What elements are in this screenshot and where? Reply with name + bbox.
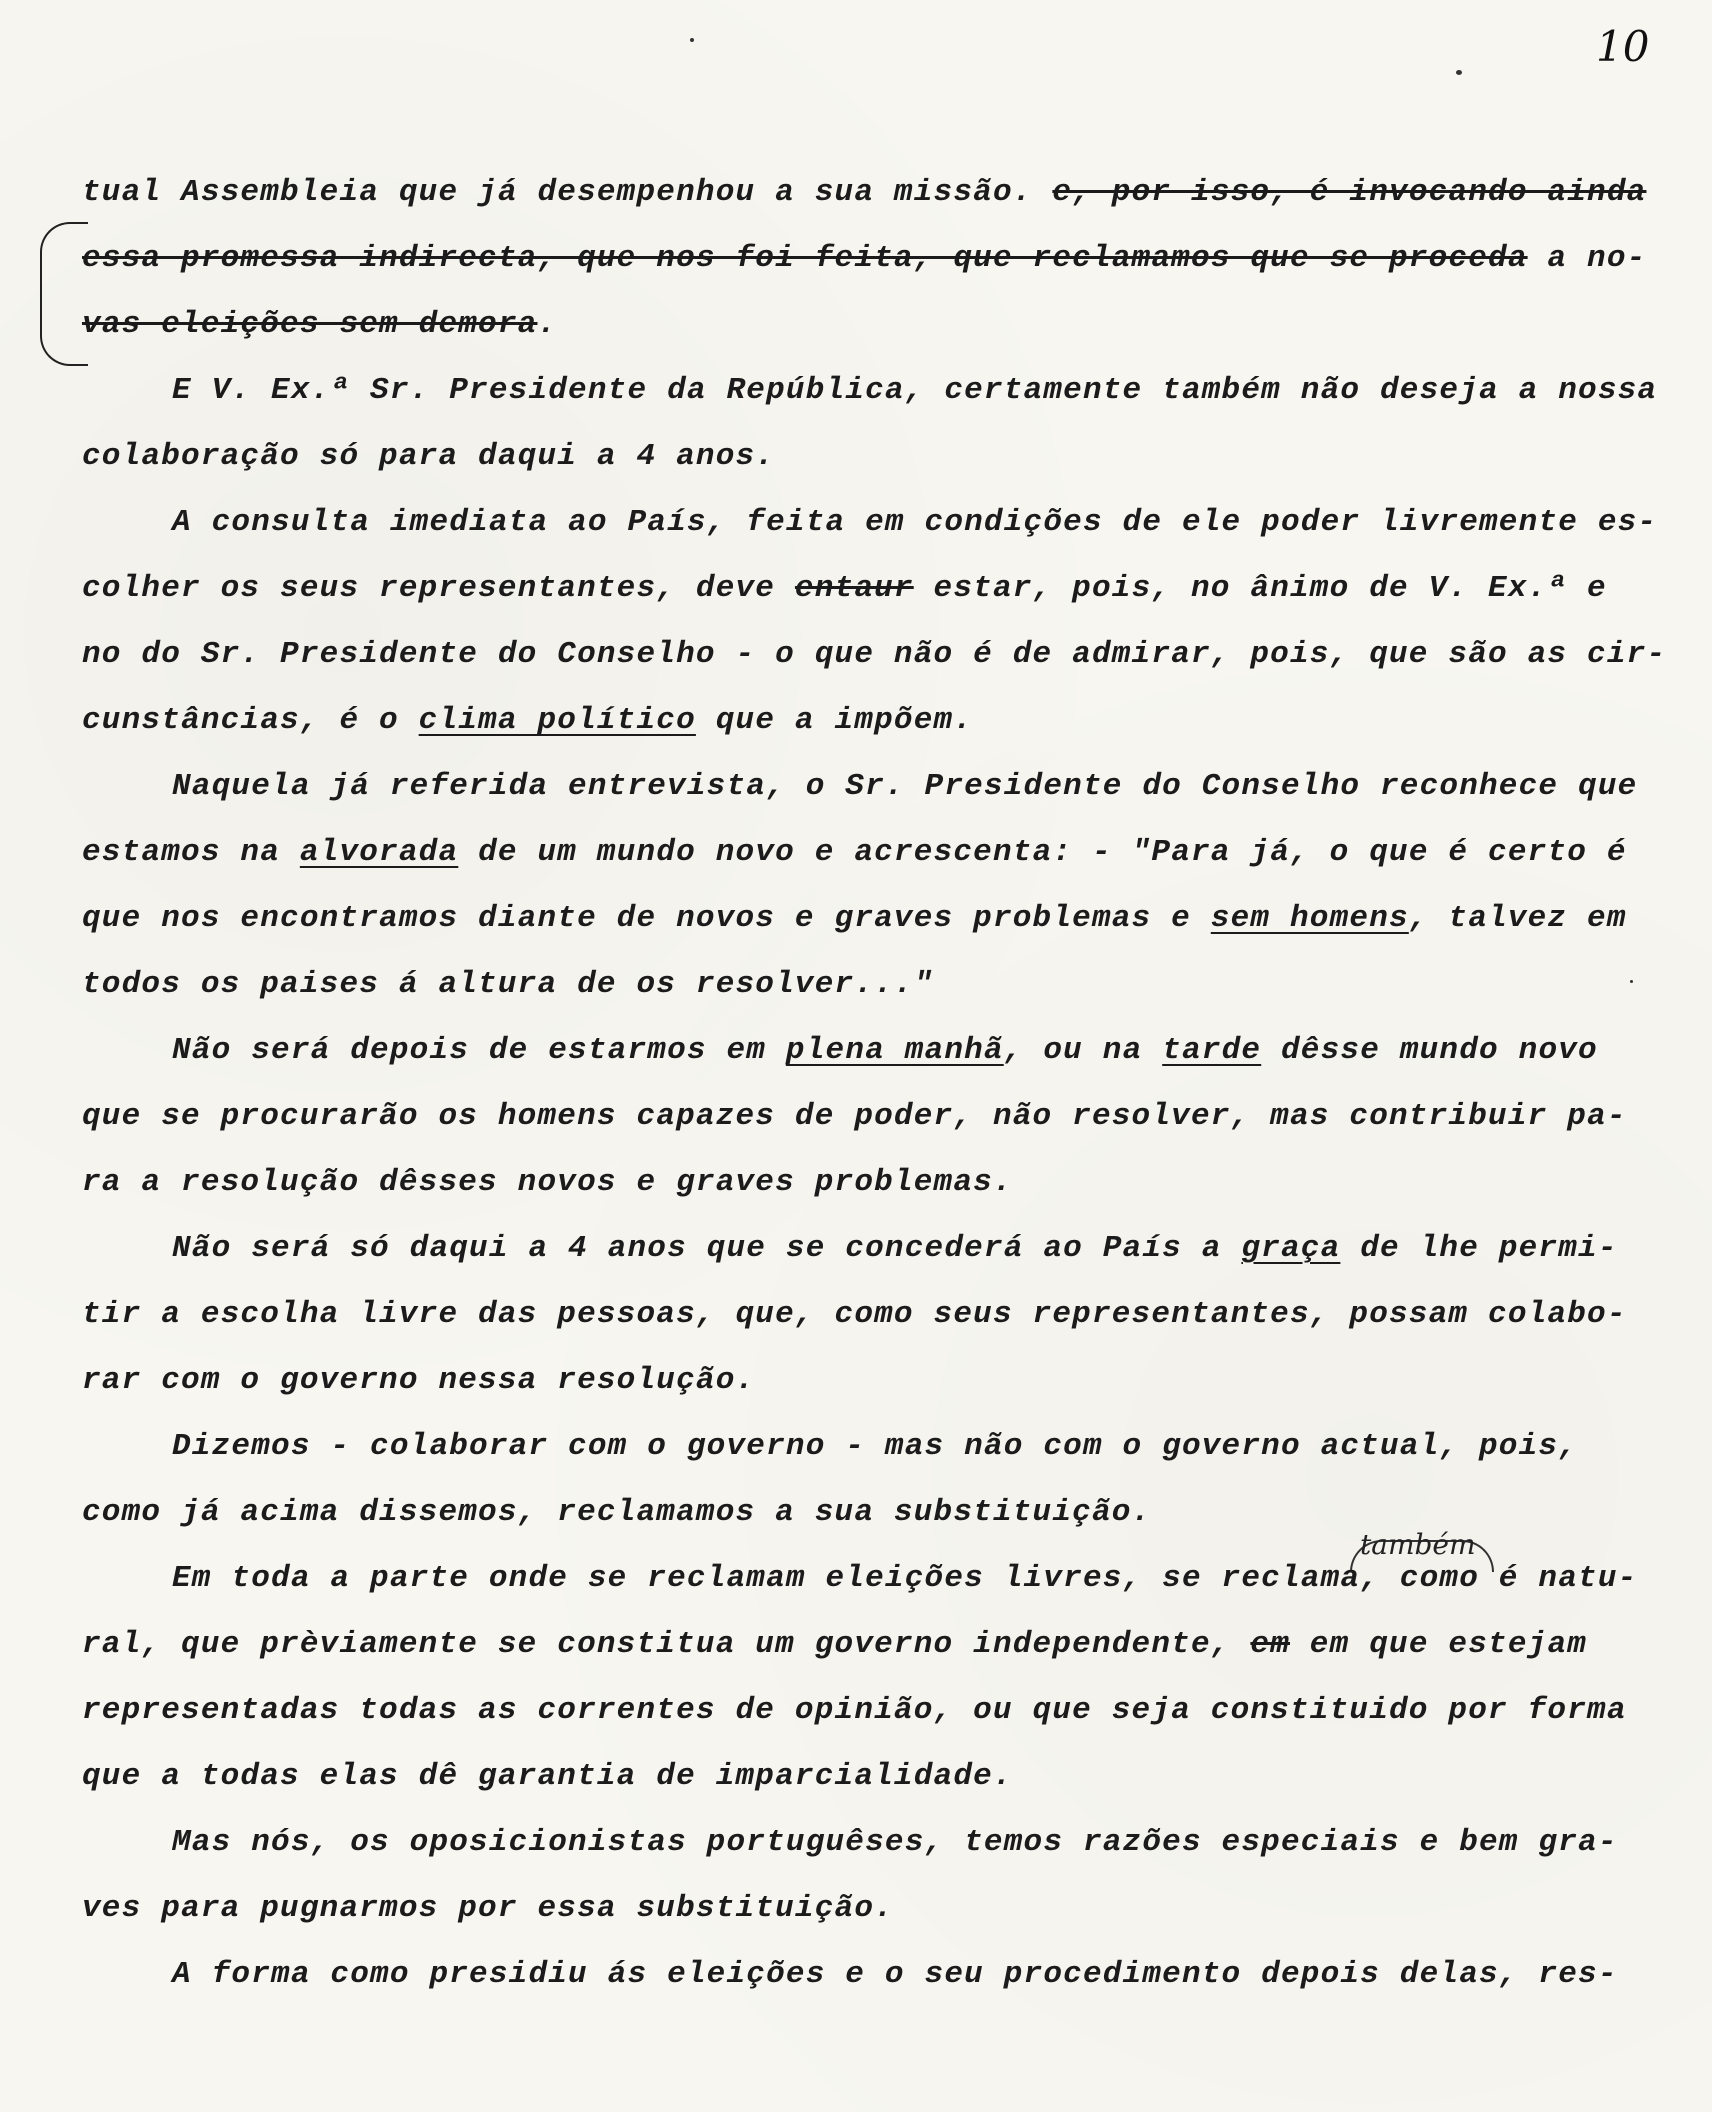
text-line (82, 886, 1662, 952)
underlined-text: tarde (1162, 1033, 1262, 1068)
text-line (82, 490, 1662, 556)
text-line (82, 1348, 1662, 1414)
text-line (82, 160, 1662, 226)
text-segment: A consulta imediata ao País, feita em condições de ele poder livremente es- (172, 505, 1658, 540)
text-line (82, 1414, 1662, 1480)
text-segment: todos os paises á altura de os resolver..." (82, 967, 934, 1002)
text-segment: que nos encontramos diante de novos e graves problemas e (82, 901, 1211, 936)
text-segment: A forma como presidiu ás eleições e o seu procedimento depois delas, res- (172, 1957, 1618, 1992)
struck-text: em (1250, 1627, 1290, 1662)
text-line (82, 688, 1662, 754)
text-segment: dêsse mundo novo (1261, 1033, 1598, 1068)
text-segment: E V. Ex.ª Sr. Presidente da República, certamente também não deseja a nossa (172, 373, 1658, 408)
text-line (82, 1084, 1662, 1150)
struck-text: e, por isso, é invocando ainda (1052, 175, 1647, 210)
text-line (82, 1744, 1662, 1810)
text-line (82, 820, 1662, 886)
underlined-text: graça (1241, 1231, 1341, 1266)
underlined-text: plena manhã (785, 1033, 1004, 1068)
text-segment: a no- (1527, 241, 1647, 276)
text-segment: Não será só daqui a 4 anos que se concederá ao País a (172, 1231, 1242, 1266)
text-line (82, 1216, 1662, 1282)
text-segment: que se procurarão os homens capazes de poder, não resolver, mas contribuir pa- (82, 1099, 1627, 1134)
text-segment: , ou na (1003, 1033, 1163, 1068)
text-segment: Mas nós, os oposicionistas portuguêses, temos razões especiais e bem gra- (172, 1825, 1618, 1860)
text-line (82, 1546, 1662, 1612)
text-line (82, 754, 1662, 820)
text-line (82, 226, 1662, 292)
typewritten-text (82, 160, 1667, 2008)
text-segment: estamos na (82, 835, 300, 870)
struck-text: vas eleições sem demora (82, 307, 538, 342)
text-segment: ves para pugnarmos por essa substituição. (82, 1891, 894, 1926)
text-line (82, 424, 1662, 490)
text-segment: Não será depois de estarmos em (172, 1033, 786, 1068)
text-segment: de um mundo novo e acrescenta: - "Para já, o que é certo é (458, 835, 1627, 870)
text-segment: rar com o governo nessa resolução. (82, 1363, 756, 1398)
text-segment: ra a resolução dêsses novos e graves problemas. (82, 1165, 1013, 1200)
text-segment: cunstâncias, é o (82, 703, 419, 738)
text-line (82, 292, 1662, 358)
text-segment: Dizemos - colaborar com o governo - mas não com o governo actual, pois, (172, 1429, 1579, 1464)
text-line (82, 1150, 1662, 1216)
text-line (82, 622, 1667, 688)
text-segment: no do Sr. Presidente do Conselho - o que não é de admirar, pois, que são as cir- (82, 637, 1667, 672)
underlined-text: alvorada (299, 835, 459, 870)
text-segment: Naquela já referida entrevista, o Sr. Presidente do Conselho reconhece que (172, 769, 1638, 804)
text-line (82, 1810, 1662, 1876)
text-line (82, 1942, 1662, 2008)
text-line (82, 556, 1662, 622)
struck-text: entaur (794, 571, 914, 606)
text-line (82, 1480, 1662, 1546)
text-line (82, 1612, 1662, 1678)
text-segment: colher os seus representantes, deve (82, 571, 795, 606)
text-segment: que a todas elas dê garantia de imparcialidade. (82, 1759, 1013, 1794)
handwritten-bracket (40, 222, 88, 366)
text-segment: Em toda a parte onde se reclamam eleições livres, se reclama, como é natu- (172, 1561, 1638, 1596)
underlined-text: sem homens (1210, 901, 1409, 936)
text-segment: tual Assembleia que já desempenhou a sua missão. (82, 175, 1053, 210)
text-segment: de lhe permi- (1340, 1231, 1618, 1266)
text-segment: colaboração só para daqui a 4 anos. (82, 439, 776, 474)
text-segment: . (537, 307, 558, 342)
text-line (82, 1282, 1662, 1348)
struck-text: essa promessa indirecta, que nos foi feita, que reclamamos que se proceda (82, 241, 1528, 276)
paper-speck (690, 38, 694, 42)
text-line (82, 1018, 1662, 1084)
text-line (82, 1876, 1662, 1942)
text-line (82, 952, 1662, 1018)
handwritten-margin-note: também (1360, 1528, 1476, 1561)
underlined-text: clima político (418, 703, 696, 738)
paper-speck (1456, 70, 1462, 75)
text-line (82, 358, 1662, 424)
text-segment: que a impõem. (695, 703, 974, 738)
text-line (82, 1678, 1662, 1744)
text-segment: como já acima dissemos, reclamamos a sua substituição. (82, 1495, 1152, 1530)
text-segment: em que estejam (1290, 1627, 1588, 1662)
text-segment: representadas todas as correntes de opinião, ou que seja constituido por forma (82, 1693, 1627, 1728)
text-segment: , talvez em (1408, 901, 1627, 936)
text-segment: estar, pois, no ânimo de V. Ex.ª e (913, 571, 1607, 606)
text-segment: tir a escolha livre das pessoas, que, como seus representantes, possam colabo- (82, 1297, 1627, 1332)
page-number: 10 (1596, 22, 1650, 71)
paper-speck (1630, 980, 1633, 983)
text-segment: ral, que prèviamente se constitua um governo independente, (82, 1627, 1251, 1662)
